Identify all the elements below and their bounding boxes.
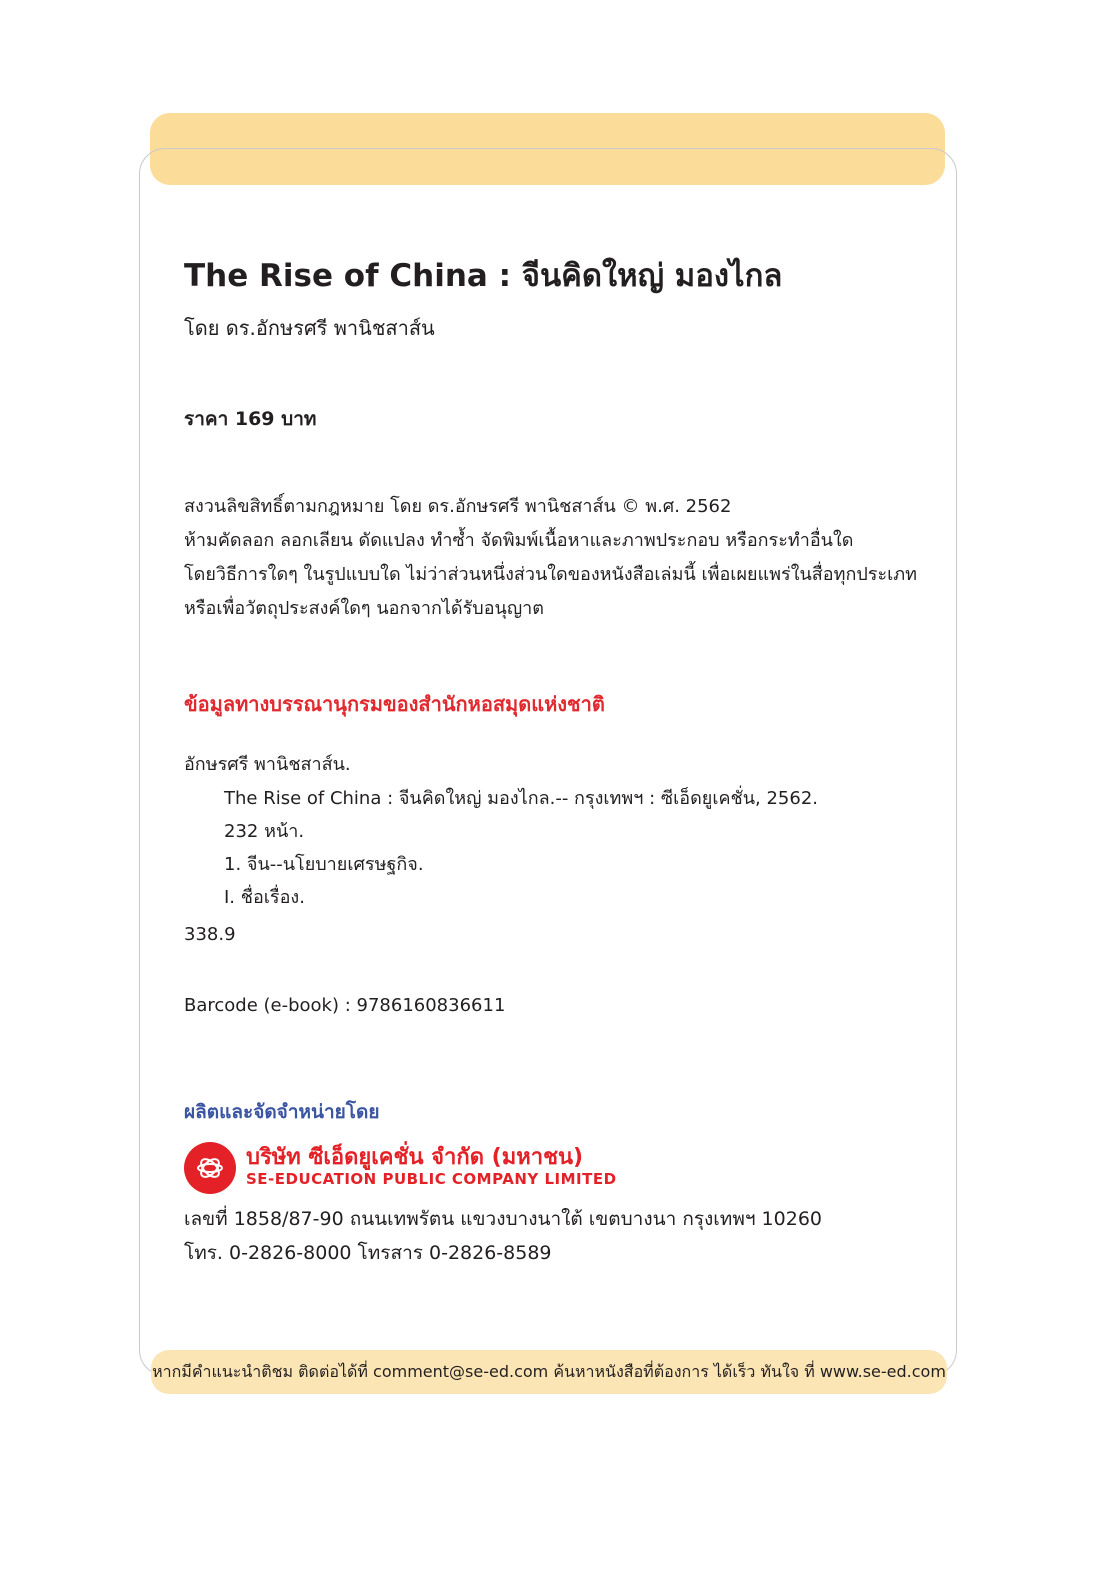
publisher-address: เลขที่ 1858/87-90 ถนนเทพรัตน แขวงบางนาใต้ เขตบางนา กรุงเทพฯ 10260 (184, 1208, 822, 1230)
book-price: ราคา 169 บาท (184, 408, 317, 430)
cip-barcode: Barcode (e-book) : 9786160836611 (184, 995, 506, 1016)
cip-pages: 232 หน้า. (224, 821, 305, 842)
footer-band (151, 1350, 947, 1394)
cip-author: อักษรศรี พานิชสาส์น. (184, 754, 351, 775)
publisher-name-thai: บริษัท ซีเอ็ดยูเคชั่น จำกัด (มหาชน) (246, 1145, 584, 1170)
copyright-line: ห้ามคัดลอก ลอกเลียน ดัดแปลง ทำซ้ำ จัดพิมพ์เนื้อหาและภาพประกอบ หรือกระทำอื่นใด (184, 530, 854, 551)
footer-contact-text: หากมีคำแนะนำติชม ติดต่อได้ที่ comment@se-ed.com ค้นหาหนังสือที่ต้องการ ได้เร็ว ทันใจ ที่ www.se-ed.com (152, 1361, 946, 1381)
copyright-notice (184, 490, 917, 626)
publisher-name-english: SE-EDUCATION PUBLIC COMPANY LIMITED (246, 1170, 617, 1188)
book-author: โดย ดร.อักษรศรี พานิชสาส์น (184, 316, 435, 340)
cip-entry: The Rise of China : จีนคิดใหญ่ มองไกล.-- กรุงเทพฯ : ซีเอ็ดยูเคชั่น, 2562. (224, 788, 819, 809)
cip-subject: 1. จีน--นโยบายเศรษฐกิจ. (224, 854, 424, 875)
book-title: The Rise of China : จีนคิดใหญ่ มองไกล (184, 258, 783, 294)
publisher-logo-icon (184, 1142, 236, 1194)
cip-title-entry: I. ชื่อเรื่อง. (224, 887, 305, 908)
publisher-heading: ผลิตและจัดจำหน่ายโดย (184, 1101, 380, 1123)
cip-heading: ข้อมูลทางบรรณานุกรมของสำนักหอสมุดแห่งชาติ (184, 692, 605, 716)
copyright-line: สงวนลิขสิทธิ์ตามกฎหมาย โดย ดร.อักษรศรี พานิชสาส์น © พ.ศ. 2562 (184, 496, 732, 517)
publisher-phone: โทร. 0-2826-8000 โทรสาร 0-2826-8589 (184, 1242, 552, 1264)
cip-classification: 338.9 (184, 924, 236, 945)
copyright-line: หรือเพื่อวัตถุประสงค์ใดๆ นอกจากได้รับอนุญาต (184, 598, 544, 619)
copyright-line: โดยวิธีการใดๆ ในรูปแบบใด ไม่ว่าส่วนหนึ่งส่วนใดของหนังสือเล่มนี้ เพื่อเผยแพร่ในสื่อทุกประเภท (184, 564, 917, 585)
